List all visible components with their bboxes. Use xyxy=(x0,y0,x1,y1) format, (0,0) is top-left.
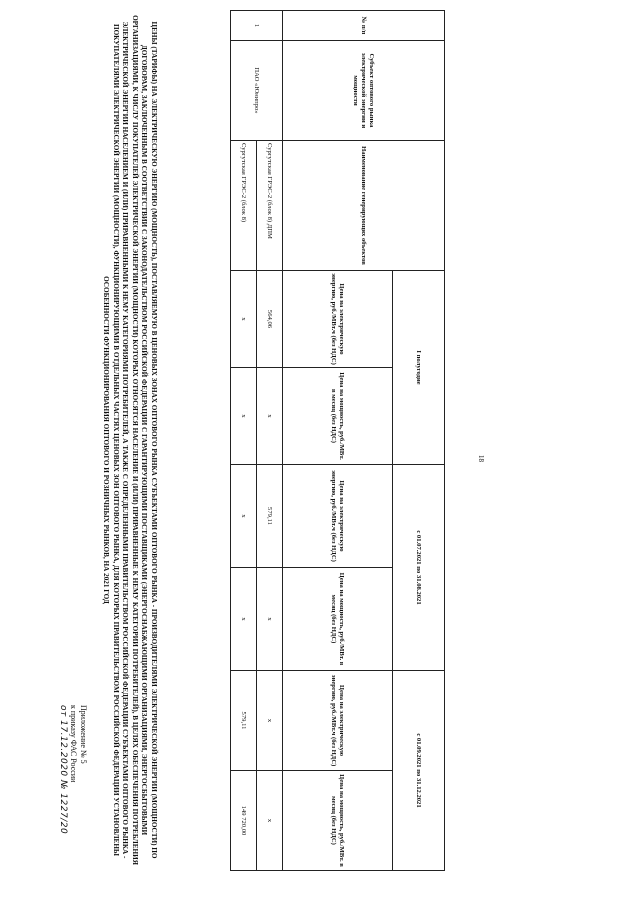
cell-energy-p1: 564,06 xyxy=(257,271,283,368)
header-object: Наименование генерирующих объектов xyxy=(283,141,445,271)
row-object: Сургутская ГРЭС-2 (блок 8) xyxy=(231,141,257,271)
subheader-power-p1: Цена на мощность, руб./МВт. в месяц (без НДС) xyxy=(283,368,393,465)
table-header-row xyxy=(393,11,445,871)
cell-energy-p3: 579,11 xyxy=(231,671,257,771)
row-object: Сургутская ГРЭС-2 (блок 8) ДПМ xyxy=(257,141,283,271)
cell-power-p1: x xyxy=(257,368,283,465)
appendix-header xyxy=(58,705,88,885)
subheader-power-p3: Цена на мощность, руб./МВт. в месяц (без НДС) xyxy=(283,771,393,871)
handwritten-number: 1227/20 xyxy=(58,793,68,835)
row-number: 1 xyxy=(231,11,283,41)
document-title: ЦЕНЫ (ТАРИФЫ) НА ЭЛЕКТРИЧЕСКУЮ ЭНЕРГИЮ (МОЩНОСТЬ), ПОСТАВЛЯЕМУЮ В ЦЕНОВЫХ ЗОНАХ ОПТОВОГО РЫНКА СУБЪЕКТАМИ ОПТОВОГО РЫНКА - ПРОИЗВОДИТЕЛЯМИ ЭЛЕКТРИЧЕСКОЙ ЭНЕРГИИ (МОЩНОСТИ) ПО ДОГОВОРАМ, ЗАКЛЮЧЕННЫМ В СООТВЕТСТВИИ С ЗАКОНОДАТЕЛЬСТВОМ РОССИЙСКОЙ ФЕДЕРАЦИИ С ГАРАНТИРУЮЩИМИ ПОСТАВЩИКАМИ (ЭНЕРГОСНАБЖАЮЩИМИ ОРГАНИЗАЦИЯМИ, ЭНЕРГОСБЫТОВЫМИ ОРГАНИЗАЦИЯМИ, К ЧИСЛУ ПОКУПАТЕЛЕЙ ЭЛЕКТРИЧЕСКОЙ ЭНЕРГИИ (МОЩНОСТИ) КОТОРЫХ ОТНОСЯТСЯ НАСЕЛЕНИЕ И (ИЛИ) ПРИРАВНЕННЫЕ К НЕМУ КАТЕГОРИИ ПОТРЕБИТЕЛЕЙ), В ЦЕЛЯХ ОБЕСПЕЧЕНИЯ ПОТРЕБЛЕНИЯ ЭЛЕКТРИЧЕСКОЙ ЭНЕРГИИ НАСЕЛЕНИЕМ И (ИЛИ) ПРИРАВНЕННЫМИ К НЕМУ КАТЕГОРИЯМИ ПОТРЕБИТЕЛЕЙ, А ТАКЖЕ С ОПРЕДЕЛЕННЫМИ ПРАВИТЕЛЬСТВОМ РОССИЙСКОЙ ФЕДЕРАЦИИ СУБЪЕКТАМИ ОПТОВОГО РЫНКА - ПОКУПАТЕЛЯМИ ЭЛЕКТРИЧЕСКОЙ ЭНЕРГИИ (МОЩНОСТИ), ФУНКЦИОНИРУЮЩИМИ В ОТДЕЛЬНЫХ ЧАСТЯХ ЦЕНОВЫХ ЗОН ОПТОВОГО РЫНКА, ДЛЯ КОТОРЫХ ПРАВИТЕЛЬСТВОМ РОССИЙСКОЙ ФЕДЕРАЦИИ УСТАНОВЛЕНЫ ОСОБЕННОСТИ ФУНКЦИОНИРОВАНИЯ ОПТОВОГО И РОЗНИЧНЫХ РЫНКОВ, НА 2021 ГОД xyxy=(102,15,158,865)
header-period-1: I полугодие xyxy=(393,271,445,465)
cell-energy-p1: x xyxy=(231,271,257,368)
appendix-order-ref: к приказу ФАС России xyxy=(69,705,78,783)
page-number: 18 xyxy=(477,455,485,462)
subheader-energy-p3: Цена на электрическую энергию, руб./МВт.ч (без НДС) xyxy=(283,671,393,771)
header-number: № п/п xyxy=(283,11,445,41)
subheader-energy-p1: Цена на электрическую энергию, руб./МВт.ч (без НДС) xyxy=(283,271,393,368)
row-subject: ПАО «Юнипро» xyxy=(231,41,283,141)
cell-power-p1: x xyxy=(231,368,257,465)
table-row xyxy=(257,11,283,871)
cell-power-p2: x xyxy=(231,568,257,671)
cell-power-p2: x xyxy=(257,568,283,671)
appendix-number: Приложение № 5 xyxy=(79,705,88,764)
appendix-date-line xyxy=(58,705,68,885)
cell-energy-p3: x xyxy=(257,671,283,771)
subheader-energy-p2: Цена на электрическую энергию, руб./МВт.ч (без НДС) xyxy=(283,465,393,568)
tariff-table xyxy=(230,10,445,871)
header-period-2: с 01.07.2021 по 31.08.2021 xyxy=(393,465,445,671)
cell-energy-p2: x xyxy=(231,465,257,568)
cell-power-p3: x xyxy=(257,771,283,871)
date-prefix: от xyxy=(58,705,68,717)
header-subject: Субъект оптового рынка электрической энергии и мощности xyxy=(283,41,445,141)
cell-power-p3: 149 720,00 xyxy=(231,771,257,871)
number-prefix: № xyxy=(58,780,68,790)
handwritten-date: 17.12.2020 xyxy=(58,720,68,777)
cell-energy-p2: 579,11 xyxy=(257,465,283,568)
subheader-power-p2: Цена на мощность, руб./МВт. в месяц (без НДС) xyxy=(283,568,393,671)
header-period-3: с 01.09.2021 по 31.12.2021 xyxy=(393,671,445,871)
